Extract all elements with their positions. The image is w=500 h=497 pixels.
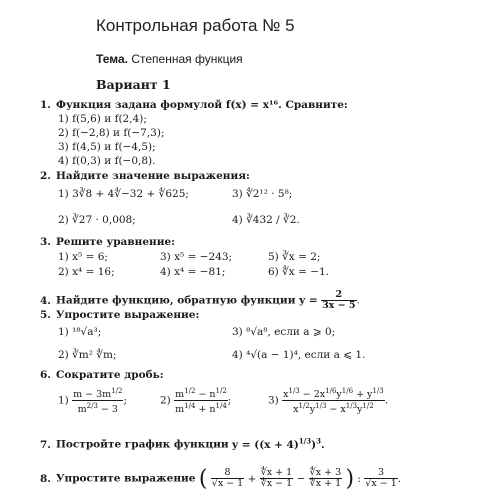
task-3-item-4: 4) x⁴ = −81; [160,266,226,278]
task-3-item-5: 5) ∛x = 2; [268,251,321,263]
task-4-fraction [321,290,356,311]
task-3-item-1: 1) x⁵ = 6; [58,251,108,263]
task-number: 3. [40,236,51,248]
task-1-item-2: 2) f(−2,8) и f(−7,3); [58,127,165,139]
theme-text: Степенная функция [131,52,243,66]
task-8 [40,468,401,489]
task-7 [40,434,325,452]
task-number: 5. [40,309,51,321]
task-3-item-6: 6) ∜x = −1. [268,266,330,278]
task-number: 6. [40,369,51,381]
task-text: Упростите выражение [56,472,196,485]
task-2-heading [40,170,250,183]
task-number: 1. [40,99,51,111]
fraction: $\frac{x^{1/3} - 2x^{1/6}y^{1/6} + y^{1/3}}{x^{1/2}y^{1/3} - x^{1/3}y^{1/2}}$ [283,387,384,416]
task-text: Упростите выражение: [56,309,200,321]
fraction: $\frac{m^{1/2} - n^{1/2}}{m^{1/4} + n^{1/4}}$ [175,387,227,416]
task-text: Найдите значение выражения: [56,170,250,182]
task-6-item-3: 3) $\frac{x^{1/3} - 2x^{1/6}y^{1/6} + y^{1/3}}{x^{1/2}y^{1/3} - x^{1/3}y^{1/2}}$ . [268,387,389,416]
task-6-item-1: 1) $\frac{m - 3m^{1/2}}{m^{2/3} - 3}$ ; [58,387,127,416]
task-3-item-2: 2) x⁴ = 16; [58,266,115,278]
theme-line [96,52,243,66]
task-8-formula: ( $\frac{8}{√x - 1}$ + $\frac{∜x + 1}{∜x - 1}$ − $\frac{∜x + 3}{∜x + 1}$ ) : $\frac{3}{√x - 1}$ . [198,466,402,491]
task-number: 8. [40,472,51,485]
fraction: $\frac{8}{√x - 1}$ [211,467,244,489]
task-text: Решите уравнение: [56,236,176,248]
task-5-heading [40,309,199,322]
task-6-item-2: 2) $\frac{m^{1/2} - n^{1/2}}{m^{1/4} + n^{1/4}}$ ; [160,387,232,416]
fraction: $\frac{∜x + 1}{∜x - 1}$ [260,467,293,489]
fraction: $\frac{3}{√x - 1}$ [365,467,397,489]
task-1-item-3: 3) f(4,5) и f(−4,5); [58,141,156,153]
task-4: 4. Найдите функцию, обратную функции y = $\frac{2}{3x - 5}$ . [40,289,360,311]
task-2-item-4: 4) ∛432 / ∛2. [232,214,300,226]
task-6-heading [40,369,164,382]
task-number: 7. [40,438,51,451]
page-title: Контрольная работа № 5 [96,16,295,35]
fraction-denominator: 3x − 5 [322,300,356,311]
task-text: Функция задана формулой f(x) = x¹⁶. Сравните: [56,99,348,111]
task-5-item-4: 4) ⁴√(a − 1)⁴, если a ⩽ 1. [232,349,366,361]
task-1-item-4: 4) f(0,3) и f(−0,8). [58,155,156,167]
fraction: $\frac{m - 3m^{1/2}}{m^{2/3} - 3}$ [73,387,123,416]
task-number: 4. [40,294,51,307]
task-5-item-3: 3) ⁸√a⁸, если a ⩾ 0; [232,326,336,338]
task-3-item-3: 3) x⁵ = −243; [160,251,233,263]
task-7-formula: $y = ((x + 4)^{1/3})^3$. [232,436,325,451]
task-1-heading [40,99,348,112]
task-2-item-3: 3) ∜2¹² · 5⁸; [232,188,293,200]
task-number: 2. [40,170,51,182]
theme-label: Тема. [96,52,128,66]
task-2-item-1: 1) 3∛8 + 4∜−32 + ∜625; [58,188,189,200]
task-text: Сократите дробь: [56,369,164,381]
variant-heading: Вариант 1 [96,77,171,92]
task-3-heading [40,236,175,249]
task-1-item-1: 1) f(5,6) и f(2,4); [58,113,147,125]
fraction-numerator: 2 [321,290,356,301]
task-text: Постройте график функции [56,438,229,451]
task-5-item-2: 2) ∛m² ∜m; [58,349,117,361]
task-5-item-1: 1) ¹⁸√a³; [58,326,102,338]
task-2-item-2: 2) ∛27 · 0,008; [58,214,136,226]
fraction: $\frac{∜x + 3}{∜x + 1}$ [309,467,342,489]
task-text: Найдите функцию, обратную функции y = [56,294,318,307]
